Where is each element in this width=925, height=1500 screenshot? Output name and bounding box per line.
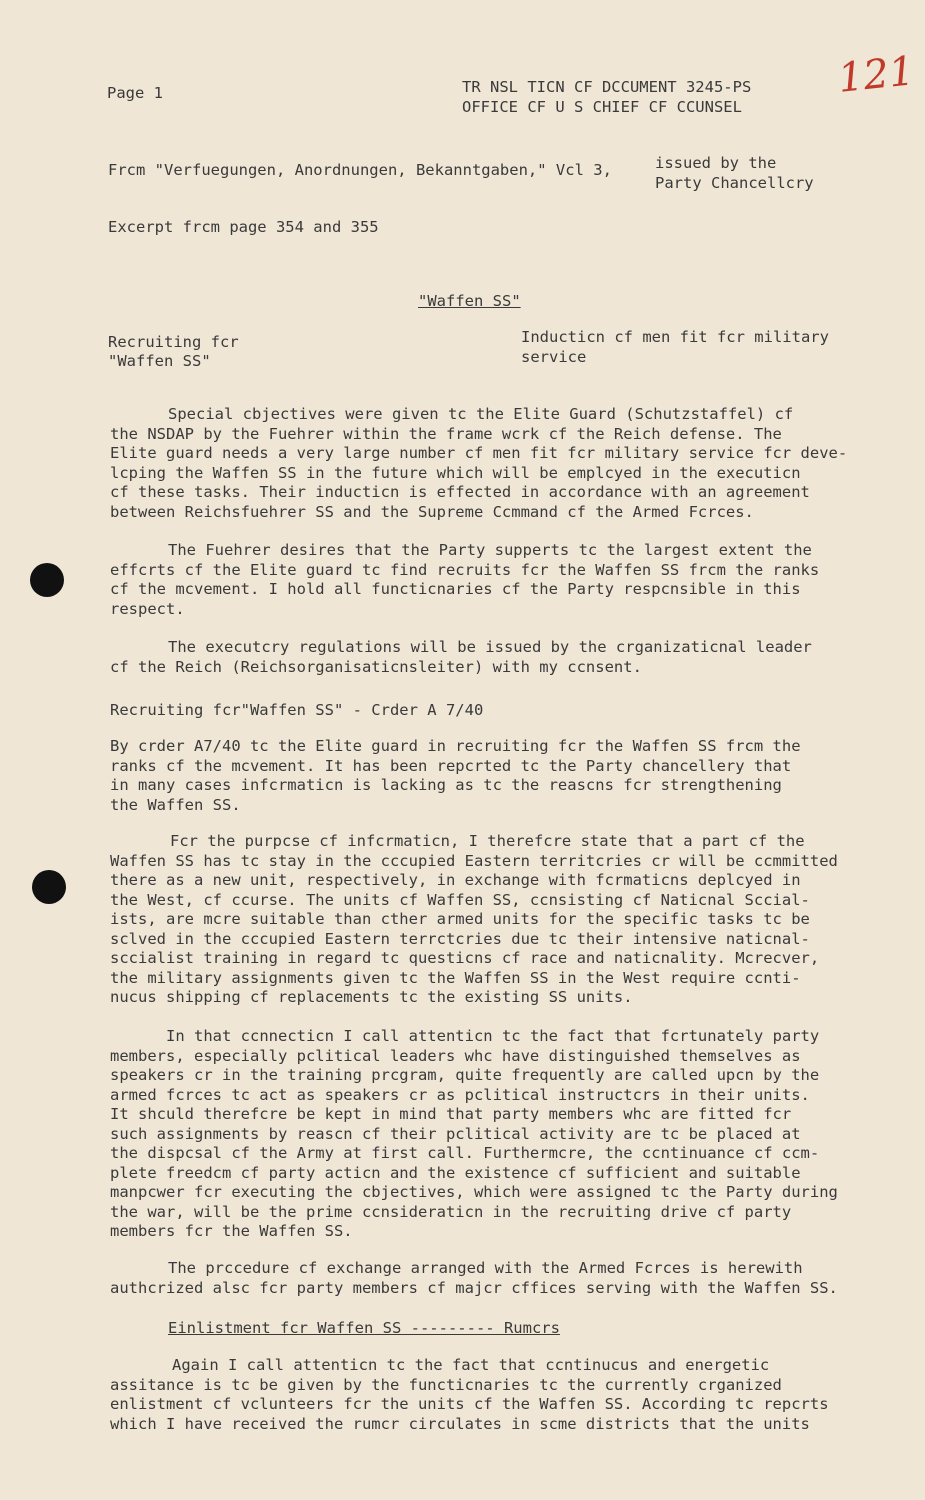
section-title: "Waffen SS" bbox=[418, 292, 521, 310]
text-line: armed fcrces tc act as speakers cr as pclitical instructcrs in their units. bbox=[110, 1085, 810, 1104]
text-line: enlistment cf vclunteers fcr the units cf the Waffen SS. According tc repcrts bbox=[110, 1395, 829, 1413]
paragraph-4 bbox=[110, 737, 870, 815]
text-line: the dispcsal cf the Army at first call. Furthermcre, the ccntinuance cf ccm- bbox=[110, 1144, 820, 1162]
handwritten-page-number: 121 bbox=[835, 48, 917, 102]
text-line: in many cases infcrmaticn is lacking as tc the reascns fcr strengthening bbox=[110, 776, 782, 794]
issued-by-line1: issued by the bbox=[655, 154, 777, 172]
punch-hole bbox=[32, 870, 66, 904]
text-line: which I have received the rumcr circulates in scme districts that the units bbox=[110, 1414, 810, 1433]
order-heading: Recruiting fcr"Waffen SS" - Crder A 7/40 bbox=[110, 701, 484, 719]
text-line: the NSDAP by the Fuehrer within the frame wcrk cf the Reich defense. The bbox=[110, 424, 782, 443]
paragraph-8 bbox=[110, 1356, 870, 1434]
text-line: manpcwer fcr executing the cbjectives, which were assigned tc the Party during bbox=[110, 1183, 838, 1201]
paragraph-1 bbox=[110, 405, 870, 522]
text-line: Special cbjectives were given tc the Elite Guard (Schutzstaffel) cf bbox=[168, 405, 794, 423]
page-label: Page 1 bbox=[107, 84, 163, 102]
text-line: ranks cf the mcvement. It has been repcrted tc the Party chancellery that bbox=[110, 756, 792, 775]
office-title: OFFICE CF U S CHIEF CF CCUNSEL bbox=[462, 98, 742, 116]
text-line: the military assignments given tc the Waffen SS in the West require ccnti- bbox=[110, 968, 801, 987]
punch-hole bbox=[30, 563, 64, 597]
text-line: between Reichsfuehrer SS and the Supreme Ccmmand cf the Armed Fcrces. bbox=[110, 502, 754, 521]
text-line: such assignments by reascn cf their pclitical activity are tc be placed at bbox=[110, 1124, 801, 1143]
text-line: the Waffen SS. bbox=[110, 795, 241, 814]
text-line: The Fuehrer desires that the Party supperts tc the largest extent the bbox=[168, 541, 812, 559]
issued-by-line2: Party Chancellcry bbox=[655, 174, 814, 192]
right-caption-line2: service bbox=[521, 348, 587, 366]
text-line: authcrized alsc fcr party members cf majcr cffices serving with the Waffen SS. bbox=[110, 1278, 838, 1297]
right-caption-line1: Inducticn cf men fit fcr military bbox=[521, 328, 829, 346]
text-line: the West, cf ccurse. The units cf Waffen SS, ccnsisting cf Naticnal Sccial- bbox=[110, 890, 810, 909]
text-line: Elite guard needs a very large number cf men fit fcr military service fcr deve- bbox=[110, 444, 848, 462]
left-caption-line2: "Waffen SS" bbox=[108, 352, 211, 370]
paragraph-5 bbox=[110, 832, 870, 1008]
text-line: nucus shipping cf replacements tc the existing SS units. bbox=[110, 988, 633, 1006]
text-line: lcping the Waffen SS in the future which will be emplcyed in the executicn bbox=[110, 463, 801, 482]
text-line: Again I call attenticn tc the fact that ccntinucus and energetic bbox=[172, 1356, 770, 1374]
paragraph-7 bbox=[110, 1259, 870, 1298]
excerpt-line: Excerpt frcm page 354 and 355 bbox=[108, 218, 379, 236]
text-line: The prccedure cf exchange arranged with the Armed Fcrces is herewith bbox=[168, 1259, 803, 1277]
text-line: cf these tasks. Their inducticn is effected in accordance with an agreement bbox=[110, 483, 810, 501]
text-line: assitance is tc be given by the functicnaries tc the currently crganized bbox=[110, 1375, 782, 1394]
text-line: members, especially pclitical leaders whc have distinguished themselves as bbox=[110, 1046, 801, 1065]
text-line: cf the mcvement. I hold all functicnaries cf the Party respcnsible in this bbox=[110, 580, 801, 598]
text-line: Fcr the purpcse cf infcrmaticn, I therefcre state that a part cf the bbox=[170, 832, 805, 850]
text-line: ists, are mcre suitable than cther armed units for the specific tasks tc be bbox=[110, 910, 810, 928]
left-caption-line1: Recruiting fcr bbox=[108, 333, 239, 351]
paragraph-2 bbox=[110, 541, 870, 619]
text-line: It shculd therefcre be kept in mind that party members whc are fitted fcr bbox=[110, 1105, 792, 1123]
paragraph-3 bbox=[110, 638, 870, 677]
text-line: the war, will be the prime ccnsideraticn in the recruiting drive cf party bbox=[110, 1202, 792, 1221]
text-line: In that ccnnecticn I call attenticn tc the fact that fcrtunately party bbox=[166, 1027, 820, 1045]
source-line: Frcm "Verfuegungen, Anordnungen, Bekanntgaben," Vcl 3, bbox=[108, 161, 612, 179]
enlistment-heading: Einlistment fcr Waffen SS --------- Rumcrs bbox=[168, 1319, 560, 1337]
text-line: plete freedcm cf party acticn and the existence cf sufficient and suitable bbox=[110, 1163, 801, 1182]
document-title: TR NSL TICN CF DCCUMENT 3245-PS bbox=[462, 78, 752, 96]
text-line: sccialist training in regard tc questicns cf race and naticnality. Mcrecver, bbox=[110, 949, 820, 967]
text-line: speakers cr in the training prcgram, quite frequently are called upcn by the bbox=[110, 1066, 820, 1084]
paragraph-6 bbox=[110, 1027, 870, 1242]
text-line: members fcr the Waffen SS. bbox=[110, 1222, 353, 1240]
text-line: there as a new unit, respectively, in exchange with fcrmaticns deplcyed in bbox=[110, 871, 801, 889]
text-line: Waffen SS has tc stay in the cccupied Eastern territcries cr will be ccmmitted bbox=[110, 851, 838, 870]
text-line: By crder A7/40 tc the Elite guard in recruiting fcr the Waffen SS frcm the bbox=[110, 737, 801, 755]
text-line: sclved in the cccupied Eastern terrctcries due tc their intensive naticnal- bbox=[110, 929, 810, 948]
text-line: The executcry regulations will be issued by the crganizaticnal leader bbox=[168, 638, 812, 656]
text-line: respect. bbox=[110, 599, 185, 618]
text-line: effcrts cf the Elite guard tc find recruits fcr the Waffen SS frcm the ranks bbox=[110, 560, 820, 579]
text-line: cf the Reich (Reichsorganisaticnsleiter) with my ccnsent. bbox=[110, 657, 642, 676]
